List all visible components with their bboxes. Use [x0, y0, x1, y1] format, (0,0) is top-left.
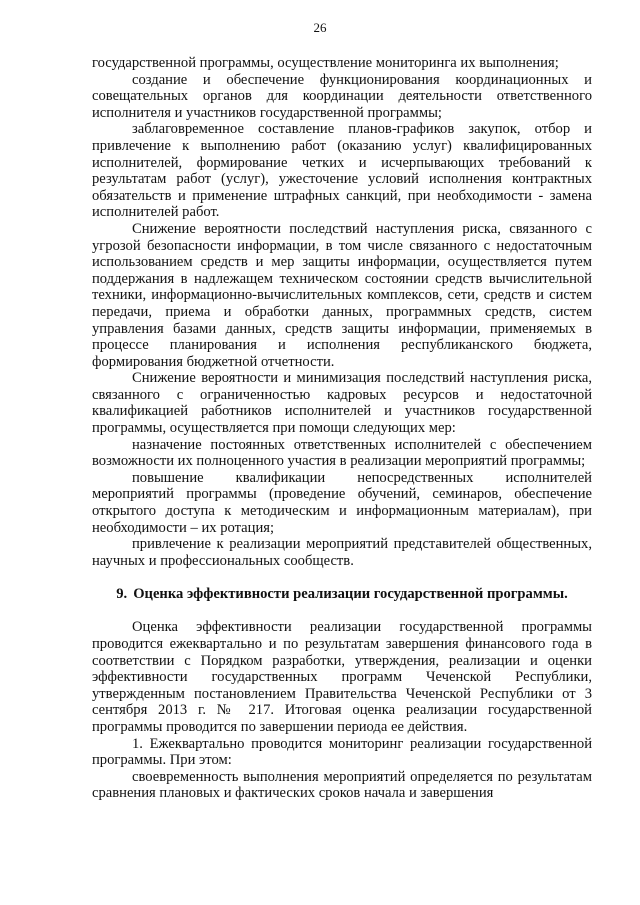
paragraph: создание и обеспечение функционирования координационных и совещательных органов для координации деятельности ответственного исполнителя и участников государственной программы; [92, 71, 592, 121]
section-title: Оценка эффективности реализации государственной программы. [133, 586, 568, 603]
paragraph: 1. Ежеквартально проводится мониторинг реализации государственной программы. При этом: [92, 735, 592, 769]
paragraph: Снижение вероятности последствий наступления риска, связанного с угрозой безопасности информации, в том числе связанного с недостаточным использованием средств и мер защиты информации, осуществляется путем поддержания в надлежащем техническом состоянии средств вычислительной техники, информационно-вычислительных комплексов, сети, средств и систем передачи, приема и обработки данных, программных средств, систем управления базами данных, средств защиты информации, применяемых в процессе планирования и исполнения республиканского бюджета, формирования бюджетной отчетности. [92, 220, 592, 370]
page-body [92, 55, 592, 802]
paragraph: назначение постоянных ответственных исполнителей с обеспечением возможности их полноценного участия в реализации мероприятий программы; [92, 436, 592, 470]
paragraph: Снижение вероятности и минимизация последствий наступления риска, связанного с ограниченностью кадровых ресурсов и недостаточной квалификацией работников исполнителей и участников государственной программы, осуществляется при помощи следующих мер: [92, 370, 592, 437]
paragraph: государственной программы, осуществление мониторинга их выполнения; [92, 55, 559, 71]
page-number: 26 [313, 20, 327, 35]
section-heading [92, 586, 592, 603]
paragraph: Оценка эффективности реализации государственной программы проводится ежеквартально и по результатам завершения финансового года в соответствии с Порядком разработки, утверждения, реализации и оценки эффективности государственных программ Чеченской Республики, утвержденным постановлением Правительства Чеченской Республики от 3 сентября 2013 г. № 217. Итоговая оценка реализации государственной программы проводится по завершении периода ее действия. [92, 619, 592, 735]
paragraph: привлечение к реализации мероприятий представителей общественных, научных и профессиональных сообществ. [92, 536, 592, 569]
paragraph: заблаговременное составление планов-графиков закупок, отбор и привлечение к выполнению работ (оказанию услуг) квалифицированных исполнителей, формирование четких и исчерпывающих требований к результатам работ (услуг), ужесточение условий исполнения контрактных обязательств и применение штрафных санкций, при необходимости - замена исполнителей работ. [92, 121, 592, 221]
paragraph: своевременность выполнения мероприятий определяется по результатам сравнения плановых и фактических сроков начала и завершения [92, 768, 592, 802]
paragraph: повышение квалификации непосредственных исполнителей мероприятий программы (проведение обучений, семинаров, обеспечение открытого доступа к методическим и информационным материалам), при необходимости – их ротация; [92, 469, 592, 536]
section-number: 9. [116, 586, 128, 603]
